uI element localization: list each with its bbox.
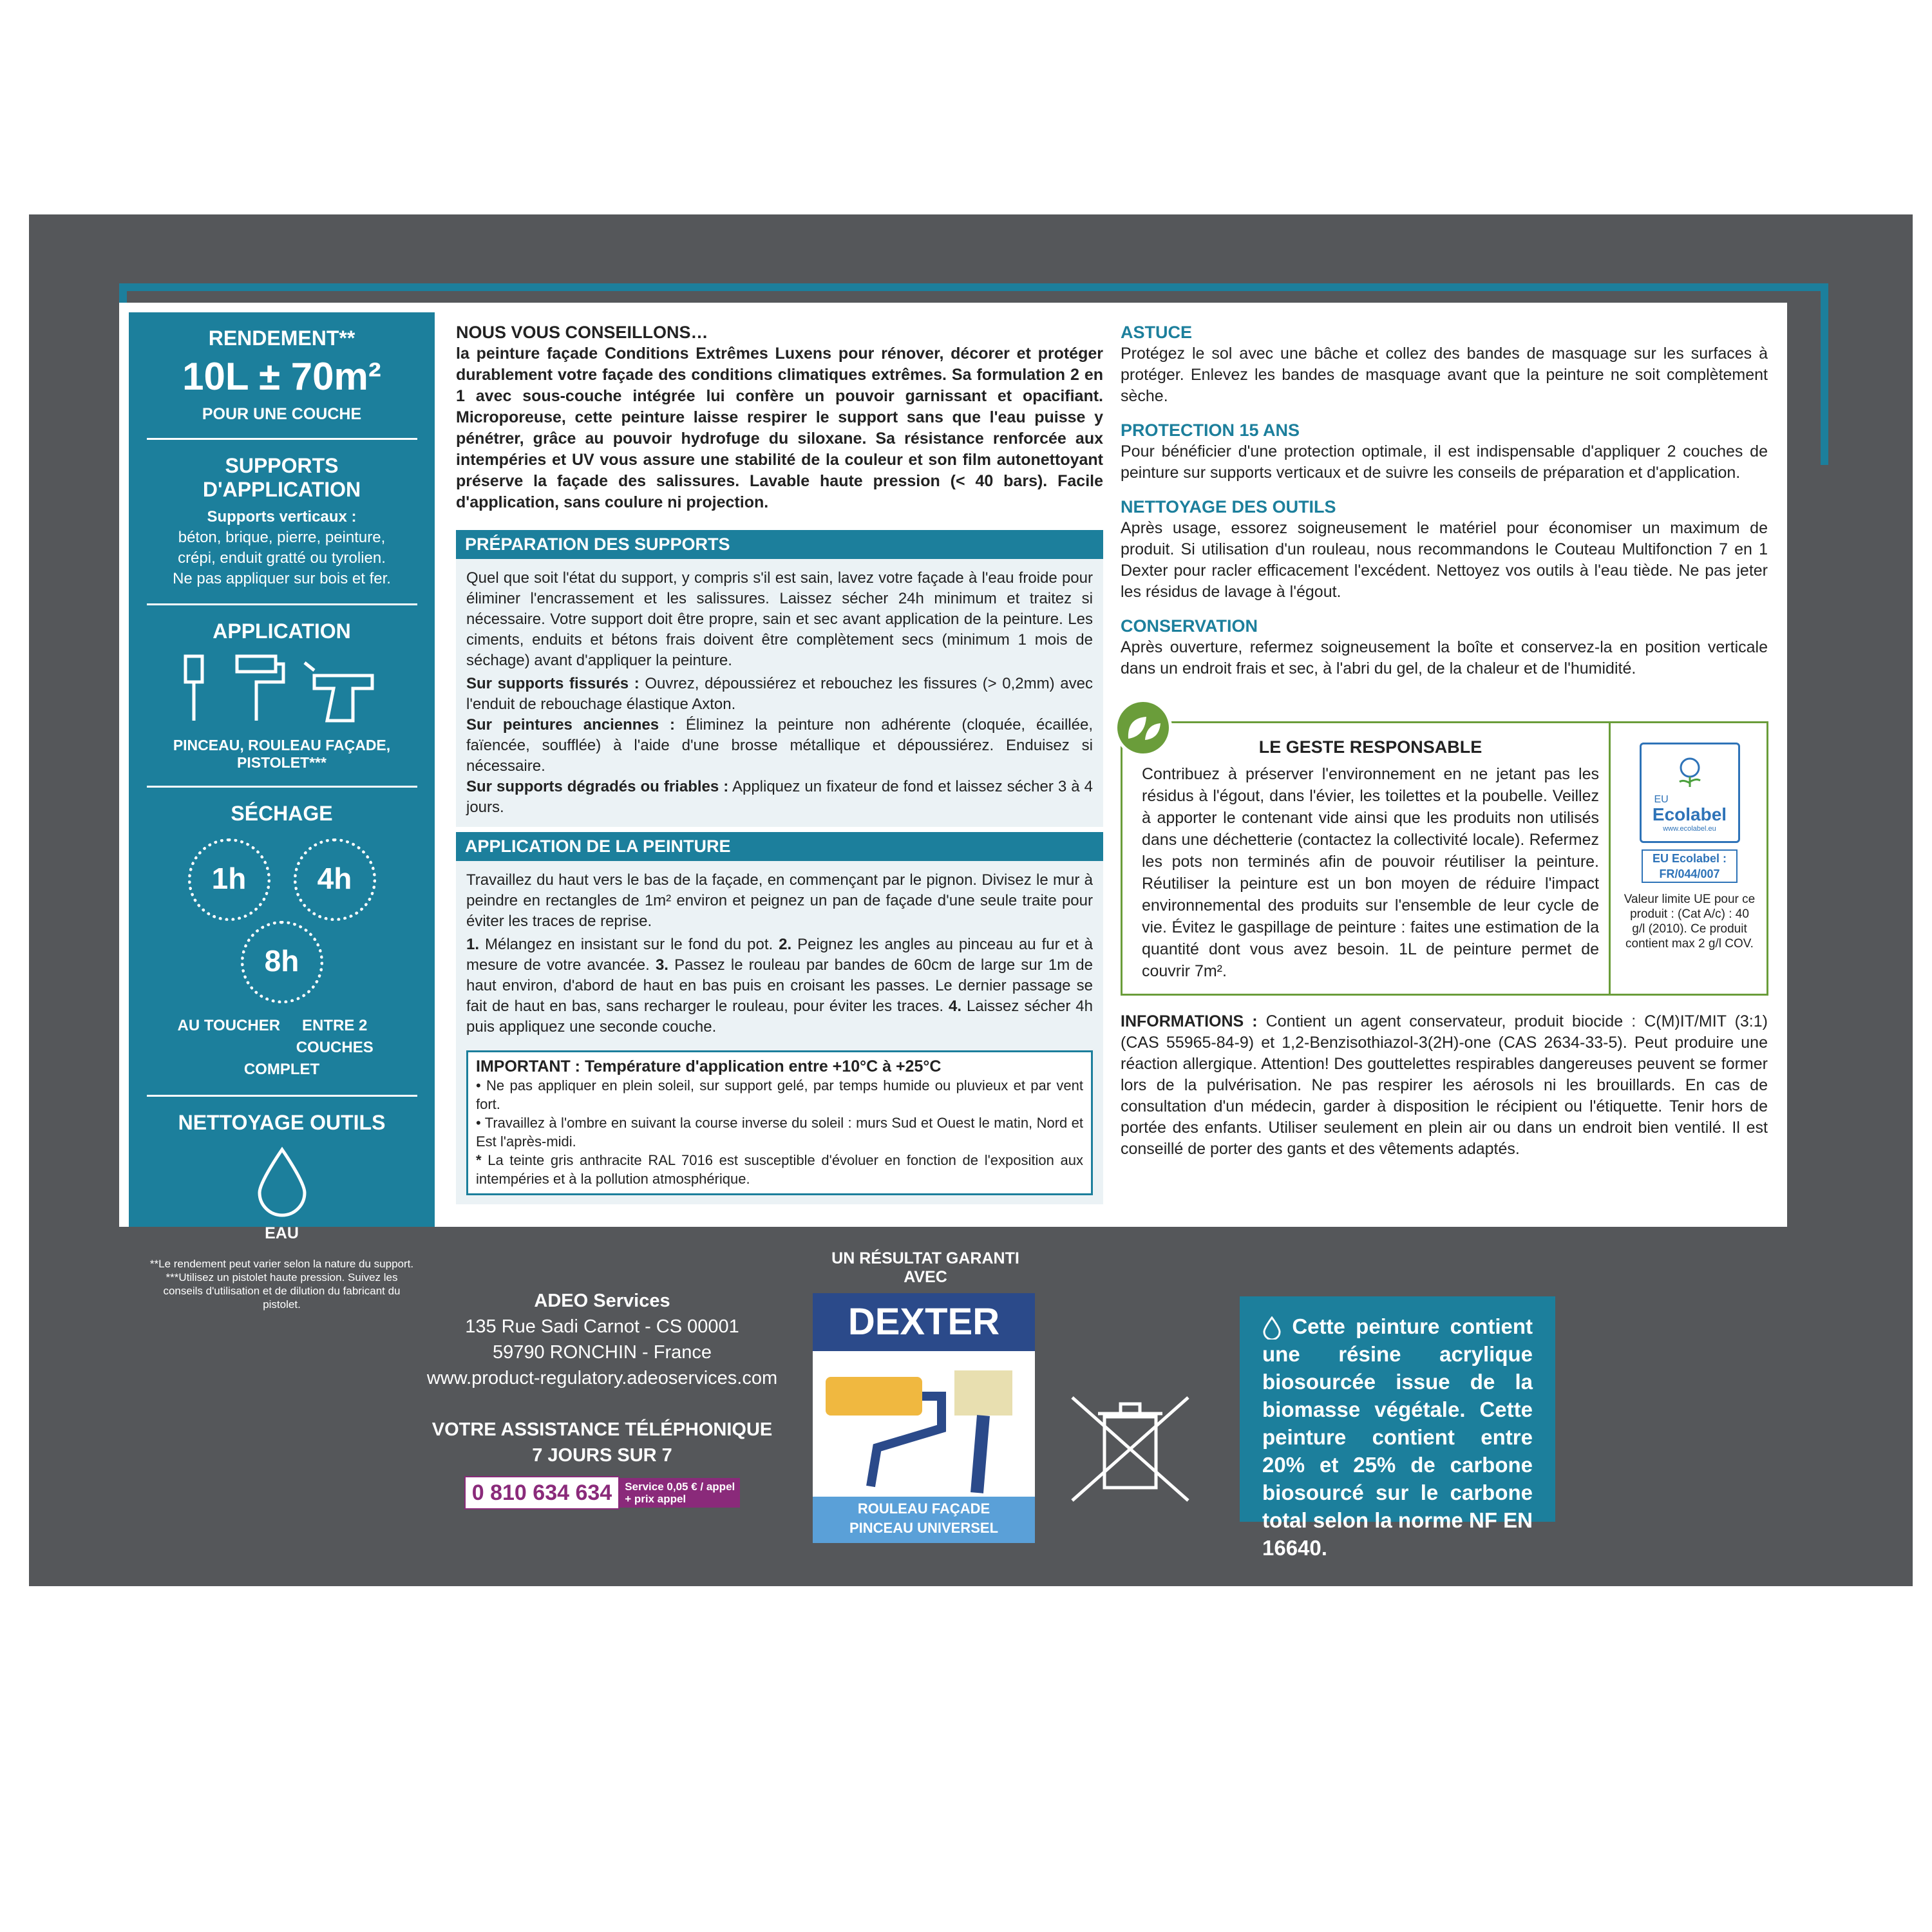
important-title: IMPORTANT : Température d'application entre +10°C à +25°C [476,1057,942,1075]
sechage-title: SÉCHAGE [231,802,333,825]
footnote-2: ***Utilisez un pistolet haute pression. Suivez les conseils d'utilisation et de dilution du fabricant du pistolet. [163,1271,401,1311]
ecolabel-url: www.ecolabel.eu [1663,825,1716,833]
preparation-label: Sur supports dégradés ou friables : [466,778,729,795]
nettoyage-outils-text: Après usage, essorez soigneusement le matériel pour économiser un maximum de produit. Si utilisation d'un rouleau, nous recommandons le Couteau Multifonction 7 en 1 Dexter pour racler efficacement l'excédent. Nettoyez vos outils à l'eau tiède. Ne pas jeter les résidus de lavage à l'égout. [1121,519,1768,601]
supports-text-4: Ne pas appliquer sur bois et fer. [173,570,391,587]
clock-label: ENTRE 2 COUCHES [296,1017,374,1056]
application-tools: PINCEAU, ROULEAU FAÇADE, PISTOLET*** [173,737,391,771]
phone-tag: Service 0,05 € / appel + prix appel [620,1478,740,1508]
rendement-title: RENDEMENT** [208,327,355,350]
application-title: APPLICATION [213,620,351,643]
conservation-title: CONSERVATION [1121,616,1258,636]
divider [147,1095,417,1097]
sidebar [129,312,435,1311]
dexter-block [813,1249,1038,1543]
astuce-text: Protégez le sol avec une bâche et collez des bandes de masquage sur les surfaces à protéger. Enlevez les bandes de masquage avant que la peinture ne soit complètement sèche. [1121,345,1768,405]
water-drop-icon [253,1146,311,1217]
preparation-label: Sur peintures anciennes : [466,716,675,734]
important-item: * La teinte gris anthracite RAL 7016 est susceptible d'évoluer en fonction de l'exposition aux intempéries et à la pollution atmosphérique. [476,1152,1083,1187]
geste-title: LE GESTE RESPONSABLE [1258,737,1482,757]
preparation-text: Appliquez un fixateur de fond et laissez sécher 3 à 4 jours. [466,778,1093,816]
ecolabel-eu: EU [1654,794,1669,805]
ecolabel-flower-icon [1671,750,1709,788]
divider [147,603,417,605]
company-address: 135 Rue Sadi Carnot - CS 00001 [465,1316,739,1337]
astuce-title: ASTUCE [1121,323,1193,342]
informations-text: INFORMATIONS : Contient un agent conservateur, produit biocide : C(M)IT/MIT (3:1) (CAS 55965-84-9) et 1,2-Benzisothiazol-3(2H)-one (CAS 2634-33-5). Peut produire une réaction allergique. Attention! Des gouttelettes respirables dangereuses peuvent se former lors de la pulvérisation. Ne pas respirer les aérosols ni les brouillards. En cas de consultation d'un médecin, garder à disposition le récipient ou l'étiquette. Tenir hors de portée des enfants. Utiliser seulement en plein air ou dans un endroit bien ventilé. Il est conseillé de porter des gants et des vêtements adaptés. [1121,1012,1768,1158]
nettoyage-label: EAU [265,1224,299,1242]
preparation-text: Éliminez la peinture non adhérente (cloquée, écaillée, faïencée, soufflée) à l'aide d'une brosse métallique et dépoussiérez. Enduisez si nécessaire. [466,716,1093,775]
middle-column [456,322,1103,1204]
water-drop-icon [1262,1316,1282,1340]
application-steps: 1. Mélangez en insistant sur le fond du pot. 2. Peignez les angles au pinceau au fur et à mesure de votre avancée. 3. Passez le rouleau par bandes de 60cm de large sur 1m de haut environ, d'abord de haut en bas puis en croisant les passes. Le dernier passage se fait de haut en bas, sans recharger le rouleau, pour éviter les traces. 4. Laissez sécher 4h puis appliquez une seconde couche. [466,936,1093,1036]
nettoyage-outils-title: NETTOYAGE DES OUTILS [1121,497,1336,516]
dexter-card [813,1293,1035,1543]
company-address: 59790 RONCHIN - France [492,1342,712,1363]
important-item: • Travaillez à l'ombre en suivant la course inverse du soleil : murs Sud et Ouest le matin, Nord et Est l'après-midi. [476,1115,1083,1150]
ecolabel-panel [1609,723,1768,994]
footnote-1: **Le rendement peut varier selon la nature du support. [149,1258,414,1270]
phone-number[interactable]: 0 810 634 634 [464,1476,620,1510]
clock-icon: 8h [241,921,323,1003]
biosource-text: Cette peinture contient une résine acrylique biosourcée issue de la biomasse végétale. Cette peinture contient entre 20% et 25% de carbone biosourcé sur le carbone total selon la norme NF EN 16640. [1262,1314,1533,1560]
application-title: APPLICATION DE LA PEINTURE [456,832,1103,861]
divider [147,438,417,440]
rendement-sub: POUR UNE COUCHE [202,405,362,423]
company-info [399,1288,805,1510]
geste-text: Contribuez à préserver l'environnement en ne jetant pas les résidus à l'égout, dans l'évier, les toilettes et la poubelle. Veillez à apporter le contenant vide ainsi que les produits non utilisés dans une déchetterie (contactez la collectivité locale). Refermez les pots non terminés afin de pouvoir réutiliser la peinture. Réutiliser la peinture est un bon moyen de réduire l'impact environnemental des produits sur l'ensemble de leur cycle de vie. Évitez le gaspillage de peinture : faites une estimation de la quantité dont vous avez besoin. 1L de peinture permet de couvrir 7m². [1142,765,1599,980]
intro-title: NOUS VOUS CONSEILLONS… [456,323,708,342]
company-website[interactable]: www.product-regulatory.adeoservices.com [426,1368,778,1388]
rendement-value: 10L ± 70m² [182,355,381,398]
leaf-icon [1114,699,1172,757]
tools-icon [160,650,404,727]
preparation-label: Sur supports fissurés : [466,675,639,692]
nettoyage-title: NETTOYAGE OUTILS [178,1111,386,1134]
divider [147,786,417,788]
preparation-p1: Quel que soit l'état du support, y compris s'il est sain, lavez votre façade à l'eau froide pour éliminer l'encrassement et les salissures. Laissez sécher 24h minimum et traitez si nécessaire. Votre support doit être propre, sain et sec avant application de la peinture. Les ciments, enduits et bétons frais doivent être complètement secs (minimum 1 mois de séchage) avant d'appliquer la peinture. [466,569,1093,669]
ecolabel-code: EU Ecolabel : FR/044/007 [1642,849,1738,883]
supports-title-2: D'APPLICATION [202,478,361,501]
supports-text-2: béton, brique, pierre, peinture, [178,529,386,546]
clock-icon: 1h [188,838,270,921]
supports-title: SUPPORTS [225,454,339,477]
crossed-bin-icon [1066,1391,1195,1507]
geste-content [1142,736,1599,982]
roller-icon [237,656,276,672]
right-column [1121,322,1768,679]
ecolabel-name: Ecolabel [1652,804,1727,824]
company-name: ADEO Services [534,1291,670,1311]
protection-text: Pour bénéficier d'une protection optimale, il est indispensable d'appliquer 2 couches de peinture sur supports verticaux et de suivre les conseils de préparation et d'application. [1121,442,1768,482]
brush-icon [185,656,202,682]
roller-brush-icon [813,1351,1035,1499]
ecolabel-note: Valeur limite UE pour ce produit : (Cat A/c) : 40 g/l (2010). Ce produit contient max 2 g/l COV. [1624,893,1756,951]
ecolabel-logo [1640,743,1740,843]
spray-gun-icon [314,676,372,721]
important-item: • Ne pas appliquer en plein soleil, sur support gelé, par temps humide ou pluvieux et par vent fort. [476,1077,1083,1112]
clock-label: AU TOUCHER [177,1017,281,1034]
conservation-text: Après ouverture, refermez soigneusement la boîte et conservez-la en position verticale dans un endroit frais et sec, à l'abri du gel, de la chaleur et de l'humidité. [1121,638,1768,677]
intro-text: la peinture façade Conditions Extrêmes Luxens pour rénover, décorer et protéger durablement votre façade des conditions climatiques extrêmes. Sa formulation 2 en 1 avec sous-couche intégrée lui confère un pouvoir garnissant et opacifiant. Microporeuse, cette peinture laisse respirer le support sans que l'eau puisse y pénétrer, grâce au pouvoir hydrofuge du siloxane. Sa résistance renforcée aux intempéries et UV vous assure une stabilité de la couleur et son film autonettoyant préserve la façade des salissures. Lavable haute pression (< 40 bars). Facile d'application, sans coulure ni projection. [456,345,1103,511]
preparation-body [456,559,1103,827]
application-body [456,861,1103,1204]
protection-title: PROTECTION 15 ANS [1121,421,1300,440]
geste-responsable-box [1121,721,1768,996]
dexter-logo: DEXTER [813,1293,1035,1351]
assistance-title: VOTRE ASSISTANCE TÉLÉPHONIQUE [431,1419,773,1440]
application-p1: Travaillez du haut vers le bas de la façade, en commençant par le pignon. Divisez le mur à peindre en rectangles de 1m² environ et peignez un pan de façade d'une seule traite pour éviter les traces de reprise. [466,871,1093,930]
supports-text-1: Supports verticaux : [207,508,357,526]
clock-label: COMPLET [243,1061,320,1078]
important-box [466,1050,1093,1195]
dexter-products: ROULEAU FAÇADE PINCEAU UNIVERSEL [813,1497,1035,1543]
biosource-box [1240,1296,1555,1560]
preparation-title: PRÉPARATION DES SUPPORTS [456,530,1103,559]
assistance-subtitle: 7 JOURS SUR 7 [532,1445,672,1466]
supports-text-3: crépi, enduit gratté ou tyrolien. [178,549,386,567]
clock-icon: 4h [294,838,376,921]
preparation-text: Ouvrez, dépoussiérez et rebouchez les fissures (> 0,2mm) avec l'enduit de rebouchage élastique Axton. [466,675,1093,713]
dexter-title: UN RÉSULTAT GARANTI AVEC [831,1249,1019,1286]
